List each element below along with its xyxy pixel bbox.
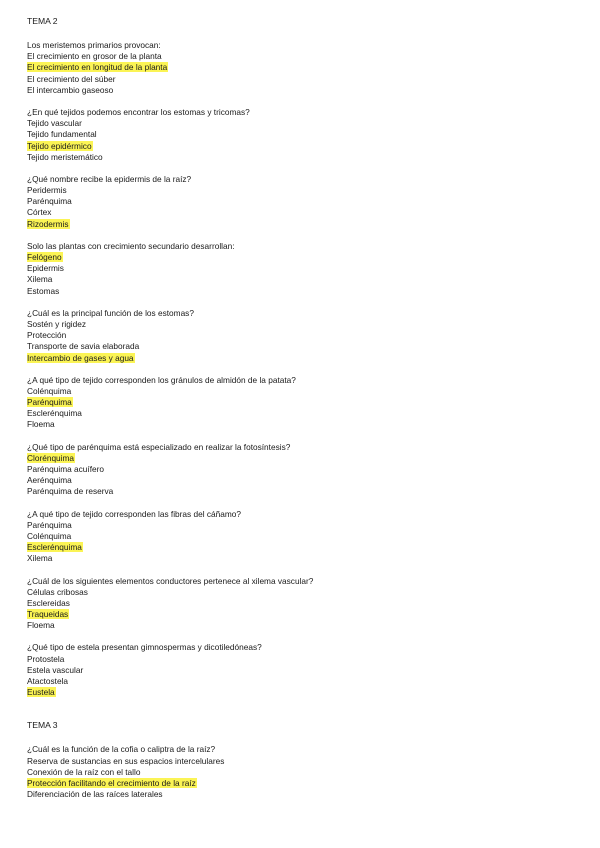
question-text: ¿A qué tipo de tejido corresponden los gránulos de almidón de la patata? bbox=[27, 374, 296, 385]
answer-option-text: Esclerénquima bbox=[27, 542, 82, 553]
answer-option-text: Esclerénquima bbox=[27, 408, 82, 419]
answer-option bbox=[27, 408, 577, 419]
answer-option-text: Floema bbox=[27, 419, 55, 430]
answer-option-text: Parénquima acuífero bbox=[27, 464, 105, 474]
question-block bbox=[27, 308, 577, 364]
answer-option bbox=[27, 129, 577, 140]
answer-option-text: Parénquima bbox=[27, 196, 72, 207]
answer-option-highlighted bbox=[27, 609, 577, 620]
answer-option bbox=[27, 486, 577, 497]
answer-option-text: Epidermis bbox=[27, 263, 64, 274]
answer-option-highlighted bbox=[27, 62, 577, 73]
answer-option bbox=[27, 263, 577, 274]
answer-option-highlighted bbox=[27, 141, 577, 152]
answer-option-highlighted bbox=[27, 687, 577, 698]
answer-option-text: Colénquima bbox=[27, 385, 72, 396]
question-text: ¿Cuál es la principal función de los estomas? bbox=[27, 307, 194, 318]
question-block bbox=[27, 241, 577, 297]
answer-option-text: El crecimiento en grosor de la planta bbox=[27, 51, 162, 62]
answer-option bbox=[27, 319, 577, 330]
answer-option bbox=[27, 789, 577, 800]
answer-option-text: Xilema bbox=[27, 274, 53, 285]
question-block bbox=[27, 744, 577, 800]
answer-option-text: Células cribosas bbox=[27, 586, 88, 597]
question-text: ¿Cuál de los siguientes elementos conductores pertenece al xilema vascular? bbox=[27, 575, 314, 586]
question-text: ¿Qué tipo de estela presentan gimnospermas y dicotiledóneas? bbox=[27, 642, 262, 653]
question-block bbox=[27, 509, 577, 565]
answer-option-highlighted bbox=[27, 219, 577, 230]
answer-option-text: Sostén y rigidez bbox=[27, 318, 87, 329]
answer-option-highlighted bbox=[27, 252, 577, 263]
answer-option bbox=[27, 475, 577, 486]
answer-option-text: Peridermis bbox=[27, 185, 67, 196]
answer-option bbox=[27, 520, 577, 531]
answer-option bbox=[27, 207, 577, 218]
answer-option bbox=[27, 620, 577, 631]
answer-option-text: Floema bbox=[27, 620, 55, 631]
answer-option-text: Colénquima bbox=[27, 530, 72, 541]
answer-option-text: Diferenciación de las raíces laterales bbox=[27, 789, 163, 800]
answer-option-text: Traqueidas bbox=[27, 609, 69, 620]
answer-option bbox=[27, 74, 577, 85]
answer-option-text: Reserva de sustancias en sus espacios intercelulares bbox=[27, 755, 225, 766]
answer-option-text: El crecimiento en longitud de la planta bbox=[27, 62, 168, 73]
question-block bbox=[27, 442, 577, 498]
answer-option-text: Intercambio de gases y agua bbox=[27, 352, 134, 363]
document-page bbox=[27, 16, 577, 811]
answer-option-text: Transporte de savia elaborada bbox=[27, 341, 140, 352]
question-text: ¿A qué tipo de tejido corresponden las fibras del cáñamo? bbox=[27, 508, 242, 519]
answer-option-highlighted bbox=[27, 453, 577, 464]
question-block bbox=[27, 642, 577, 698]
answer-option-text: Tejido epidérmico bbox=[27, 140, 92, 151]
answer-option bbox=[27, 274, 577, 285]
answer-option-text: Parénquima de reserva bbox=[27, 486, 114, 497]
question-text: Solo las plantas con crecimiento secundario desarrollan: bbox=[27, 240, 235, 251]
answer-option-text: Felógeno bbox=[27, 252, 62, 262]
answer-option bbox=[27, 587, 577, 598]
answer-option bbox=[27, 185, 577, 196]
answer-option-text: Estomas bbox=[27, 285, 60, 296]
question-text: ¿Qué nombre recibe la epidermis de la raíz? bbox=[27, 173, 192, 184]
question-block bbox=[27, 107, 577, 163]
question-block bbox=[27, 576, 577, 632]
question-block bbox=[27, 375, 577, 431]
answer-option bbox=[27, 676, 577, 687]
question-text: ¿Qué tipo de parénquima está especializado en realizar la fotosíntesis? bbox=[27, 441, 291, 452]
question-text: Los meristemos primarios provocan: bbox=[27, 40, 161, 50]
answer-option-text: Tejido vascular bbox=[27, 118, 82, 129]
answer-option bbox=[27, 531, 577, 542]
answer-option bbox=[27, 85, 577, 96]
answer-option bbox=[27, 654, 577, 665]
answer-option-text: Rizodermis bbox=[27, 218, 69, 229]
answer-option bbox=[27, 152, 577, 163]
answer-option-highlighted bbox=[27, 353, 577, 364]
answer-option bbox=[27, 286, 577, 297]
answer-option-text: Parénquima bbox=[27, 519, 72, 530]
answer-option bbox=[27, 756, 577, 767]
answer-option bbox=[27, 665, 577, 676]
answer-option-text: Conexión de la raíz con el tallo bbox=[27, 766, 141, 777]
answer-option-text: Eustela bbox=[27, 687, 55, 698]
answer-option bbox=[27, 419, 577, 430]
answer-option bbox=[27, 553, 577, 564]
answer-option bbox=[27, 767, 577, 778]
answer-option-text: Xilema bbox=[27, 553, 53, 564]
question-block bbox=[27, 40, 577, 96]
answer-option-text: Protostela bbox=[27, 653, 65, 664]
answer-option-highlighted bbox=[27, 397, 577, 408]
answer-option-text: Atactostela bbox=[27, 676, 69, 686]
answer-option-text: Protección facilitando el crecimiento de la raíz bbox=[27, 777, 196, 788]
answer-option bbox=[27, 341, 577, 352]
section-title: TEMA 2 bbox=[27, 16, 58, 26]
answer-option bbox=[27, 330, 577, 341]
answer-option bbox=[27, 196, 577, 207]
answer-option-text: Aerénquima bbox=[27, 475, 72, 486]
quiz-section bbox=[27, 720, 577, 800]
answer-option-text: Tejido fundamental bbox=[27, 129, 97, 140]
question-block bbox=[27, 174, 577, 230]
answer-option-highlighted bbox=[27, 778, 577, 789]
answer-option bbox=[27, 598, 577, 609]
answer-option-text: Esclereidas bbox=[27, 597, 70, 608]
answer-option-text: Estela vascular bbox=[27, 664, 84, 675]
answer-option-text: Clorénquima bbox=[27, 452, 75, 463]
question-text: ¿En qué tejidos podemos encontrar los estomas y tricomas? bbox=[27, 106, 250, 117]
question-text: ¿Cuál es la función de la cofia o caliptra de la raíz? bbox=[27, 744, 216, 755]
answer-option bbox=[27, 51, 577, 62]
section-title: TEMA 3 bbox=[27, 720, 58, 731]
answer-option-text: Protección bbox=[27, 330, 67, 341]
answer-option-text: Parénquima bbox=[27, 397, 72, 408]
answer-option bbox=[27, 386, 577, 397]
answer-option-text: Córtex bbox=[27, 207, 52, 218]
answer-option-text: Tejido meristemático bbox=[27, 151, 103, 162]
answer-option-highlighted bbox=[27, 542, 577, 553]
answer-option-text: El intercambio gaseoso bbox=[27, 84, 114, 95]
answer-option bbox=[27, 464, 577, 475]
answer-option bbox=[27, 118, 577, 129]
answer-option-text: El crecimiento del súber bbox=[27, 73, 116, 84]
quiz-section bbox=[27, 16, 577, 698]
